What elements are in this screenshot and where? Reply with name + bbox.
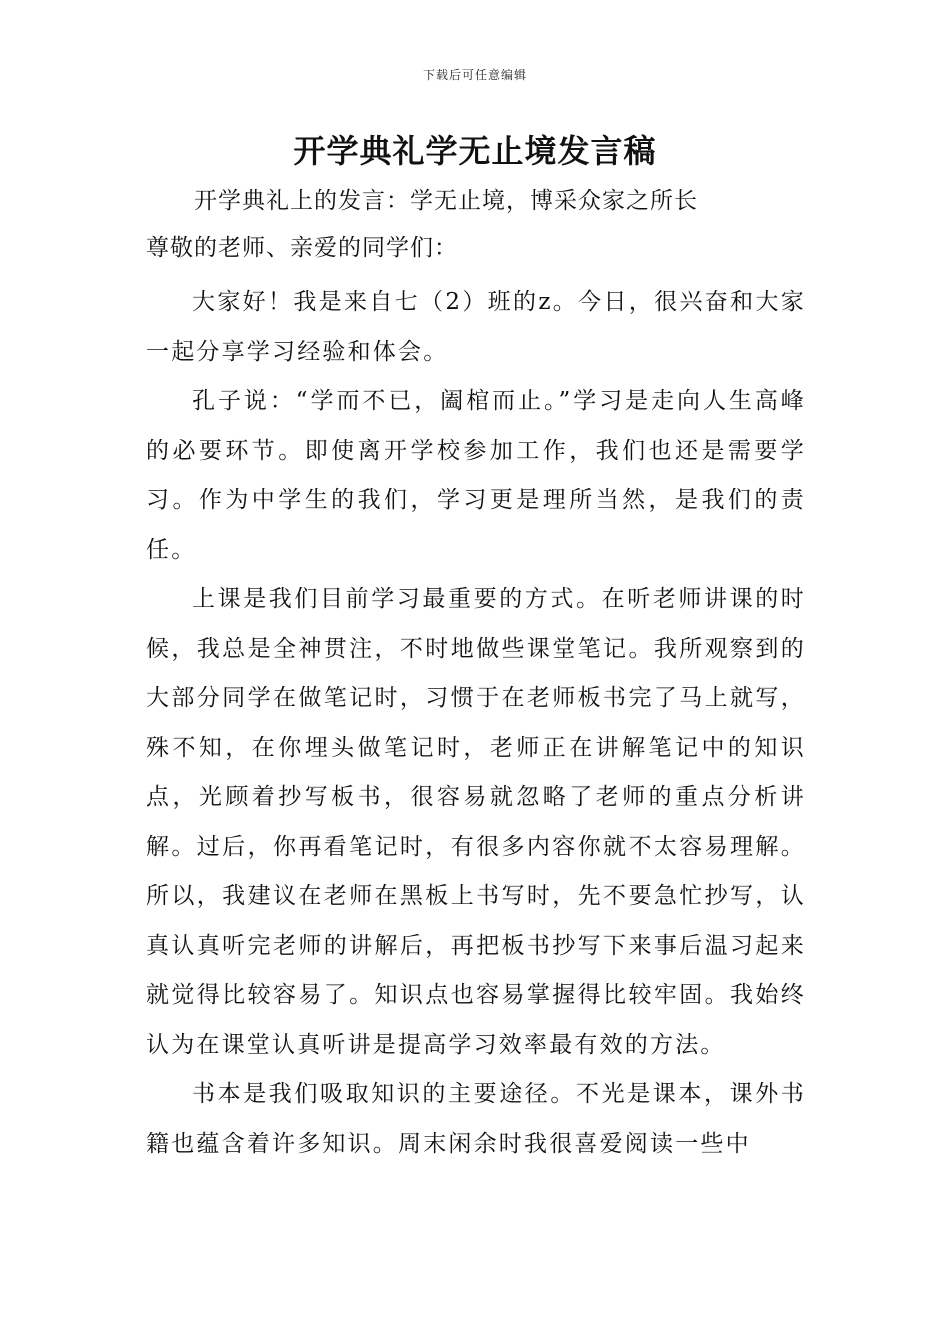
greeting: 尊敬的老师、亲爱的同学们： — [146, 235, 458, 261]
body-text — [146, 278, 806, 1169]
document-subtitle: 开学典礼上的发言：学无止境，博采众家之所长 — [194, 188, 698, 214]
paragraph-class-notes: 上课是我们目前学习最重要的方式。在听老师讲课的时候，我总是全神贯注，不时地做些课堂笔记。我所观察到的大部分同学在做笔记时，习惯于在老师板书完了马上就写，殊不知，在你埋头做笔记时，老师正在讲解笔记中的知识点，光顾着抄写板书，很容易就忽略了老师的重点分析讲解。过后，你再看笔记时，有很多内容你就不太容易理解。所以，我建议在老师在黑板上书写时，先不要急忙抄写，认真认真听完老师的讲解后，再把板书抄写下来事后温习起来就觉得比较容易了。知识点也容易掌握得比较牢固。我始终认为在课堂认真听讲是提高学习效率最有效的方法。 — [146, 586, 806, 1058]
document-title: 开学典礼学无止境发言稿 — [293, 132, 657, 170]
paragraph-books: 书本是我们吸取知识的主要途径。不光是课本，课外书籍也蕴含着许多知识。周末闲余时我很喜爱阅读一些中 — [146, 1081, 806, 1157]
paragraph-intro: 大家好！我是来自七（2）班的z。今日，很兴奋和大家一起分享学习经验和体会。 — [146, 289, 806, 365]
paragraph-confucius: 孔子说：“学而不已，阖棺而止。”学习是走向人生高峰的必要环节。即使离开学校参加工作，我们也还是需要学习。作为中学生的我们，学习更是理所当然，是我们的责任。 — [146, 388, 806, 563]
header-note: 下载后可任意编辑 — [422, 68, 527, 82]
